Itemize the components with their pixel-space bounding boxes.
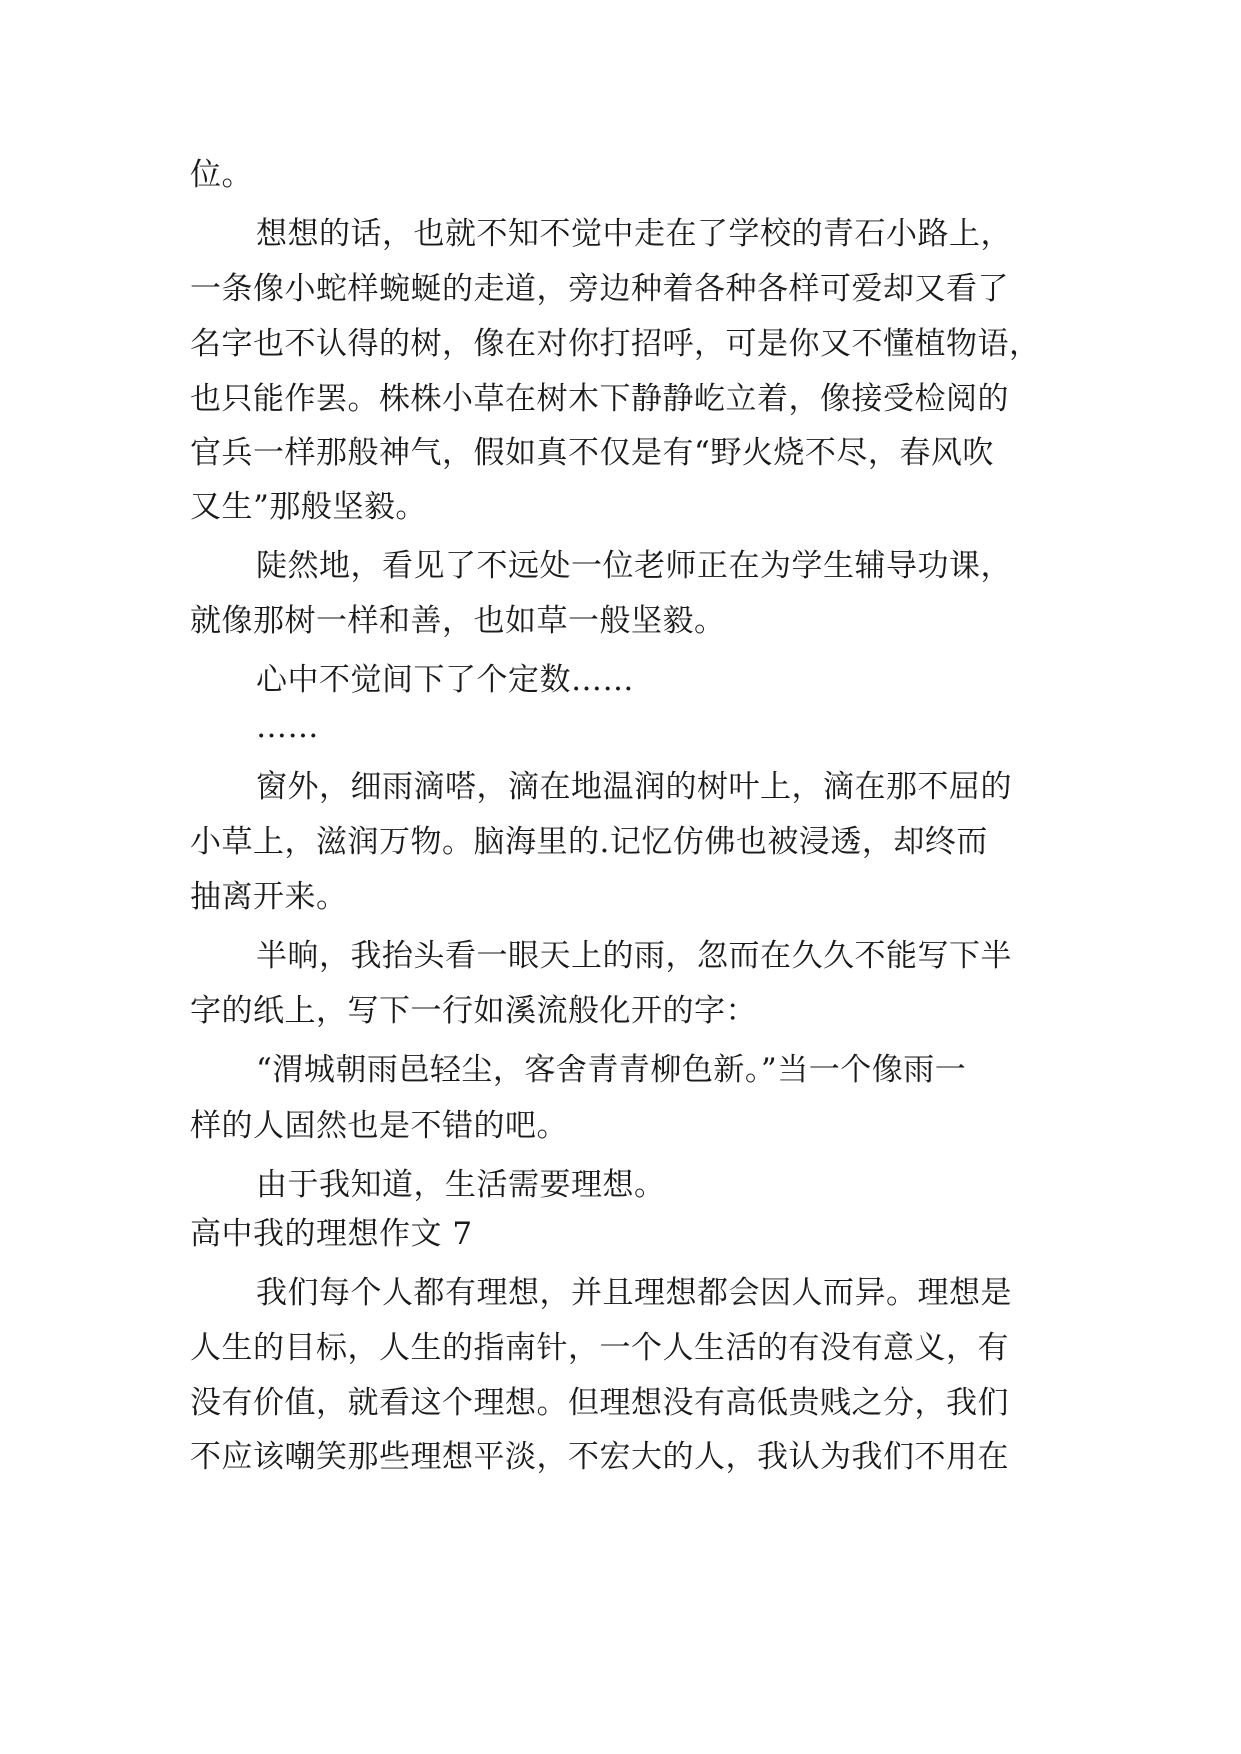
text-line: 字的纸上，写下一行如溪流般化开的字： <box>190 993 757 1029</box>
text-line: 官兵一样那般神气，假如真不仅是有“野火烧不尽，春风吹 <box>190 435 994 471</box>
paragraph-line: 陡然地，看见了不远处一位老师正在为学生辅导功课， <box>256 548 1012 584</box>
text-line: 小草上，滋润万物。脑海里的.记忆仿佛也被浸透，却终而 <box>190 824 988 860</box>
paragraph-line: 由于我知道，生活需要理想。 <box>256 1167 666 1203</box>
text-line: 也只能作罢。株株小草在树木下静静屹立着，像接受检阅的 <box>190 381 1009 417</box>
text-line: 样的人固然也是不错的吧。 <box>190 1108 568 1144</box>
paragraph-line: …… <box>256 709 319 745</box>
text-line: 人生的目标，人生的指南针，一个人生活的有没有意义，有 <box>190 1330 1009 1366</box>
section-heading: 高中我的理想作文 7 <box>190 1216 473 1252</box>
text-line: 抽离开来。 <box>190 879 348 915</box>
text-line: 名字也不认得的树，像在对你打招呼，可是你又不懂植物语， <box>190 326 1041 362</box>
text-line: 就像那树一样和善，也如草一般坚毅。 <box>190 603 726 639</box>
paragraph-line: 窗外，细雨滴嗒，滴在地温润的树叶上，滴在那不屈的 <box>256 769 1012 805</box>
paragraph-line: 半晌，我抬头看一眼天上的雨，忽而在久久不能写下半 <box>256 938 1012 974</box>
paragraph-line: “渭城朝雨邑轻尘，客舍青青柳色新。”当一个像雨一 <box>256 1052 967 1088</box>
text-line: 位。 <box>190 157 253 193</box>
text-line: 一条像小蛇样蜿蜒的走道，旁边种着各种各样可爱却又看了 <box>190 271 1009 307</box>
text-line: 不应该嘲笑那些理想平淡，不宏大的人，我认为我们不用在 <box>190 1439 1009 1475</box>
paragraph-line: 我们每个人都有理想，并且理想都会因人而异。理想是 <box>256 1275 1012 1311</box>
text-line: 没有价值，就看这个理想。但理想没有高低贵贱之分，我们 <box>190 1385 1009 1421</box>
paragraph-line: 心中不觉间下了个定数…… <box>256 662 634 698</box>
text-line: 又生”那般坚毅。 <box>190 489 427 525</box>
paragraph-line: 想想的话，也就不知不觉中走在了学校的青石小路上， <box>256 216 1012 252</box>
